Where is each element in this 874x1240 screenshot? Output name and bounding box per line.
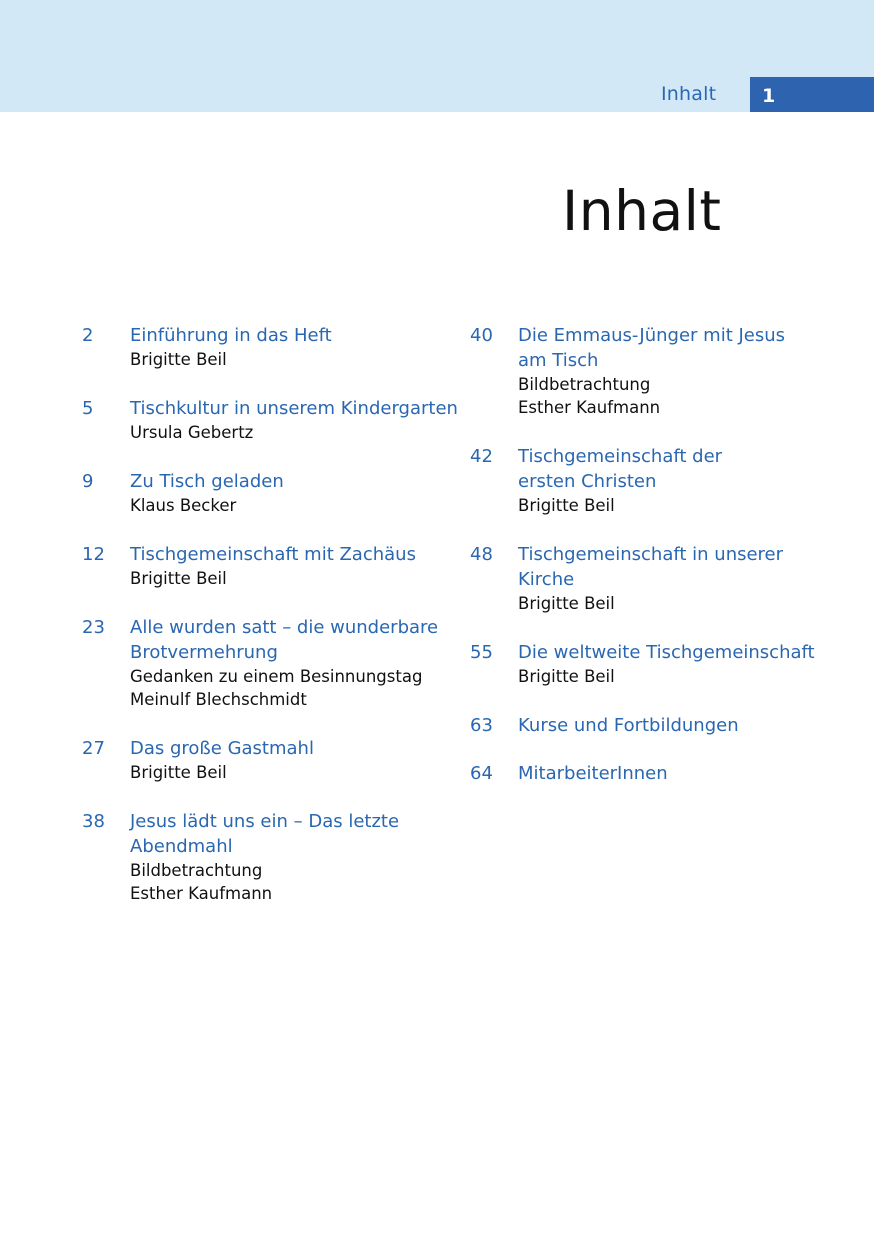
toc-title <box>518 713 850 738</box>
toc-subtitle <box>518 592 850 615</box>
toc-page-number: 12 <box>82 544 105 565</box>
toc-column-left <box>82 323 462 930</box>
toc-subtitle-line: Bildbetrachtung <box>518 375 651 394</box>
toc-page-number: 40 <box>470 325 493 346</box>
toc-entry[interactable] <box>470 323 850 419</box>
toc-title-line: Die Emmaus-Jünger mit Jesus <box>518 325 786 346</box>
toc-title <box>130 323 462 348</box>
toc-subtitle <box>518 494 850 517</box>
toc-entry[interactable] <box>82 323 462 371</box>
toc-title-line: am Tisch <box>518 350 599 371</box>
toc-entry[interactable] <box>470 444 850 517</box>
page-number: 1 <box>762 85 776 107</box>
toc-entry[interactable] <box>82 542 462 590</box>
toc-page-number: 42 <box>470 446 493 467</box>
toc-page-number: 55 <box>470 642 493 663</box>
toc-entry[interactable] <box>82 615 462 711</box>
page-number-box <box>750 77 874 112</box>
toc-title <box>130 736 462 761</box>
toc-entry[interactable] <box>470 542 850 615</box>
toc-entry[interactable] <box>82 736 462 784</box>
toc-subtitle-line: Gedanken zu einem Besinnungstag <box>130 667 423 686</box>
running-header-label: Inhalt <box>661 83 717 105</box>
toc-title <box>130 469 462 494</box>
toc-page-number: 38 <box>82 811 105 832</box>
toc-title-line: Das große Gastmahl <box>130 738 314 759</box>
toc-title <box>130 542 462 567</box>
toc-page-number: 9 <box>82 471 94 492</box>
toc-title-line: Jesus lädt uns ein – Das letzte <box>130 811 400 832</box>
toc-title <box>518 640 850 665</box>
toc-title-line: Brotvermehrung <box>130 642 278 663</box>
toc-subtitle <box>130 665 462 711</box>
toc-title <box>518 444 850 494</box>
toc-subtitle <box>130 761 462 784</box>
toc-title-line: Tischgemeinschaft der <box>518 446 723 467</box>
toc-title-line: Kurse und Fortbildungen <box>518 715 739 736</box>
toc-subtitle <box>518 665 850 688</box>
toc-subtitle-line: Brigitte Beil <box>130 350 227 369</box>
toc-subtitle-line: Brigitte Beil <box>130 763 227 782</box>
toc-subtitle-line: Brigitte Beil <box>518 667 615 686</box>
toc-title <box>130 396 462 421</box>
toc-page-number: 23 <box>82 617 105 638</box>
toc-title-line: Zu Tisch geladen <box>130 471 284 492</box>
toc-title-line: Alle wurden satt – die wunderbare <box>130 617 439 638</box>
toc-subtitle-line: Meinulf Blechschmidt <box>130 690 307 709</box>
page-title: Inhalt <box>562 179 722 243</box>
toc-title-line: Tischgemeinschaft in unserer <box>518 544 784 565</box>
toc-subtitle <box>130 348 462 371</box>
toc-title-line: Tischkultur in unserem Kindergarten <box>130 398 458 419</box>
toc-title-line: Tischgemeinschaft mit Zachäus <box>130 544 416 565</box>
toc-subtitle-line: Brigitte Beil <box>518 496 615 515</box>
toc-page-number: 63 <box>470 715 493 736</box>
toc-entry[interactable] <box>470 761 850 786</box>
toc-title <box>518 761 850 786</box>
toc-subtitle-line: Klaus Becker <box>130 496 237 515</box>
toc-column-right <box>470 323 850 809</box>
toc-subtitle <box>130 421 462 444</box>
toc-page-number: 64 <box>470 763 493 784</box>
toc-title-line: MitarbeiterInnen <box>518 763 668 784</box>
toc-subtitle <box>518 373 850 419</box>
toc-subtitle-line: Esther Kaufmann <box>518 398 661 417</box>
header-band <box>0 0 874 112</box>
toc-title <box>130 809 462 859</box>
toc-title-line: Einführung in das Heft <box>130 325 332 346</box>
toc-title-line: Die weltweite Tischgemeinschaft <box>518 642 815 663</box>
toc-page-number: 2 <box>82 325 94 346</box>
toc-page-number: 27 <box>82 738 105 759</box>
toc-title <box>130 615 462 665</box>
toc-title <box>518 542 850 592</box>
toc-page-number: 5 <box>82 398 94 419</box>
toc-subtitle-line: Esther Kaufmann <box>130 884 273 903</box>
toc-entry[interactable] <box>82 396 462 444</box>
toc-subtitle-line: Brigitte Beil <box>518 594 615 613</box>
toc-title-line: ersten Christen <box>518 471 657 492</box>
toc-entry[interactable] <box>82 809 462 905</box>
toc-subtitle <box>130 859 462 905</box>
toc-title-line: Kirche <box>518 569 575 590</box>
toc-subtitle <box>130 567 462 590</box>
toc-page-number: 48 <box>470 544 493 565</box>
toc-subtitle <box>130 494 462 517</box>
toc-subtitle-line: Brigitte Beil <box>130 569 227 588</box>
toc-entry[interactable] <box>470 713 850 738</box>
toc-subtitle-line: Ursula Gebertz <box>130 423 254 442</box>
toc-entry[interactable] <box>82 469 462 517</box>
toc-title-line: Abendmahl <box>130 836 233 857</box>
toc-subtitle-line: Bildbetrachtung <box>130 861 263 880</box>
toc-title <box>518 323 850 373</box>
toc-entry[interactable] <box>470 640 850 688</box>
